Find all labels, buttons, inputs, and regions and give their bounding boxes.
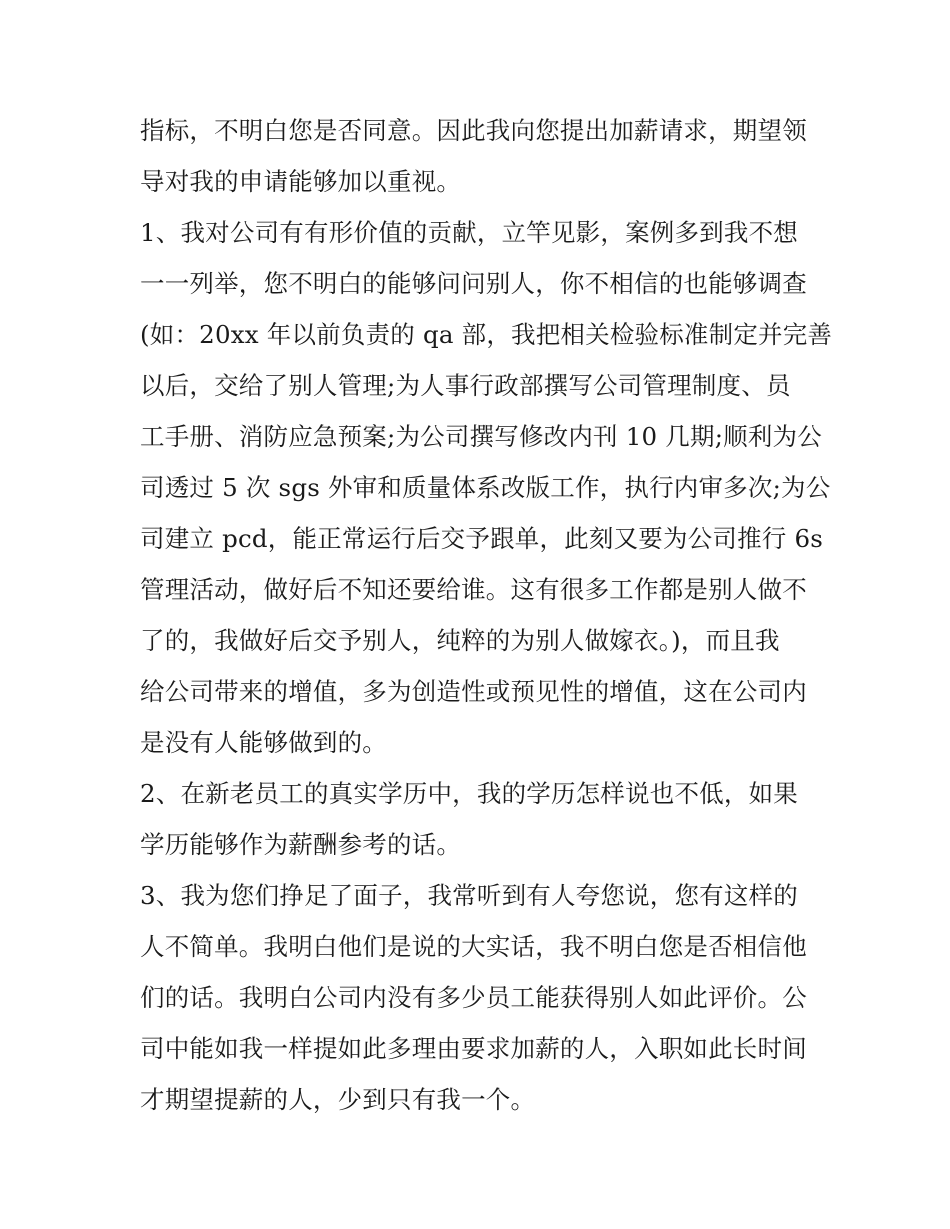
text-line: 司建立 pcd，能正常运行后交予跟单，此刻又要为公司推行 6s	[140, 524, 824, 553]
text-line: 学历能够作为薪酬参考的话。	[140, 830, 462, 859]
text-line: 司中能如我一样提如此多理由要求加薪的人，入职如此长时间	[140, 1034, 807, 1063]
text-line: 以后，交给了别人管理;为人事行政部撰写公司管理制度、员	[140, 371, 791, 400]
text-line: 3、我为您们挣足了面子，我常听到有人夸您说，您有这样的	[140, 881, 798, 910]
text-line: 了的，我做好后交予别人，纯粹的为别人做嫁衣。)，而且我	[140, 626, 780, 655]
text-line: 人不简单。我明白他们是说的大实话，我不明白您是否相信他	[140, 932, 807, 961]
text-line: 指标，不明白您是否同意。因此我向您提出加薪请求，期望领	[140, 116, 807, 145]
text-line: 司透过 5 次 sgs 外审和质量体系改版工作，执行内审多次;为公	[140, 473, 831, 502]
text-line: 工手册、消防应急预案;为公司撰写修改内刊 10 几期;顺利为公	[140, 422, 822, 451]
text-line: 2、在新老员工的真实学历中，我的学历怎样说也不低，如果	[140, 779, 798, 808]
text-line: 导对我的申请能够加以重视。	[140, 167, 462, 196]
text-line: 1、我对公司有有形价值的贡献，立竿见影，案例多到我不想	[140, 218, 798, 247]
text-line: 一一列举，您不明白的能够问问别人，你不相信的也能够调查	[140, 269, 807, 298]
text-line: 管理活动，做好后不知还要给谁。这有很多工作都是别人做不	[140, 575, 807, 604]
text-line: 们的话。我明白公司内没有多少员工能获得别人如此评价。公	[140, 983, 807, 1012]
text-line: 给公司带来的增值，多为创造性或预见性的增值，这在公司内	[140, 677, 807, 706]
text-line: (如：20xx 年以前负责的 qa 部，我把相关检验标准制定并完善	[140, 320, 833, 349]
document-body	[140, 105, 833, 1125]
text-line: 才期望提薪的人，少到只有我一个。	[140, 1085, 536, 1114]
text-line: 是没有人能够做到的。	[140, 728, 387, 757]
